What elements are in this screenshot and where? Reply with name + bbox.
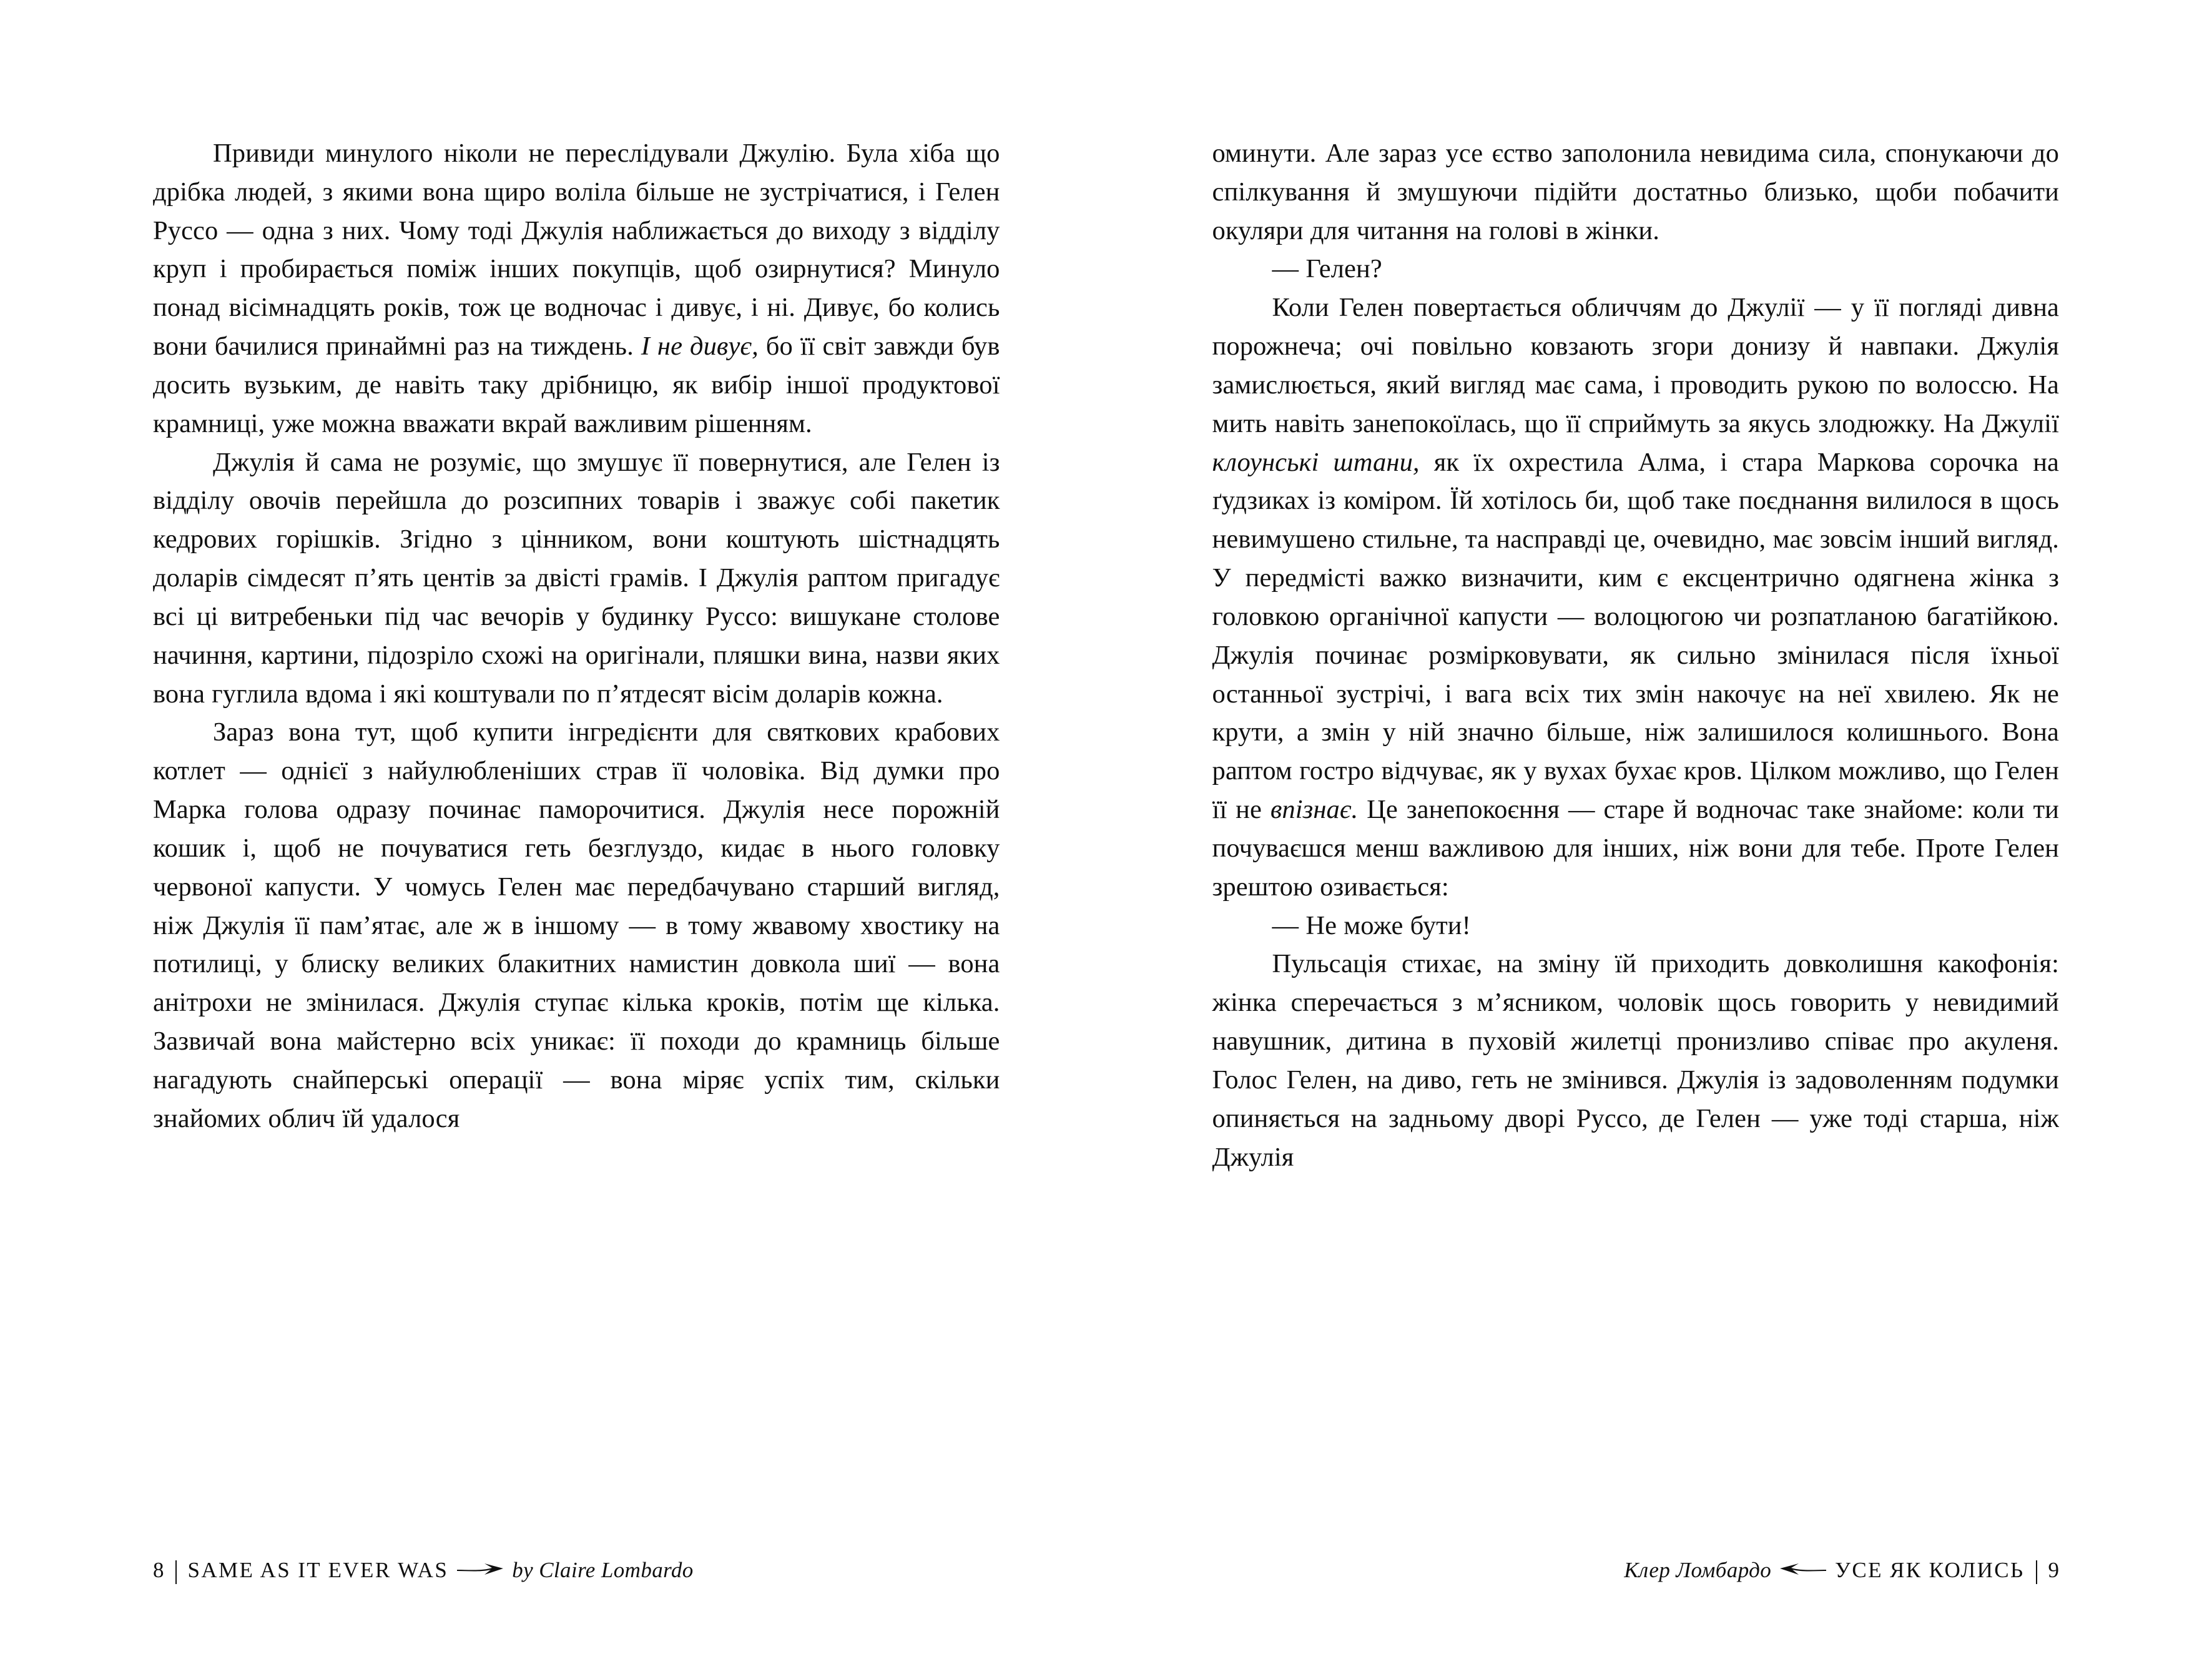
running-head-byline: by Claire Lombardo (512, 1558, 694, 1582)
paragraph: Пульсація стихає, на зміну їй приходить довколишня какофонія: жінка сперечається з м’ясником, чоловік щось говорить у невидимий навушник, дитина в пуховій жилетці пронизливо співає про акуленя. Голос Гелен, на диво, геть не змінився. Джулія із задоволенням подумки опиняється на задньому дворі Руссо, де Гелен — уже тоді старша, ніж Джулія (1212, 949, 2059, 1172)
right-page-textblock (1212, 134, 2060, 1176)
page-number: 8 (153, 1558, 164, 1582)
emphasis-text: впізнає. (1270, 795, 1359, 825)
running-footer-right (1624, 1558, 2059, 1583)
paragraph: Коли Гелен повертається обличчям до Джулії — у її погляді дивна порожнеча; очі повільно ковзають згори донизу й навпаки. Джулія замислюється, який вигляд має сама, і проводить рукою по волоссю. На мить навіть занепокоїлась, що її сприймуть за якусь злодюжку. На Джулії клоунські штани, як їх охрестила Алма, і стара Маркова сорочка на ґудзиках із коміром. Їй хотілось би, щоб таке поєднання вилилося в щось невимушено стильне, та насправді це, очевидно, має зовсім інший вигляд. У передмісті важко визначити, ким є ексцентрично одягнена жінка з головкою органічної капусти — волоцюгою чи розпатланою багатійкою. Джулія починає розмірковувати, як сильно змінилася після їхньої останньої зустрічі, і вага всіх тих змін накочує на неї хвилею. Як не крути, а змін у ній значно більше, ніж залишилося колишнього. Вона раптом гостро відчуває, як у вухах бухає кров. Цілком можливо, що Гелен її не впізнає. Це занепокоєння — старе й водночас таке знайоме: коли ти почуваєшся менш важливою для інших, ніж вони для тебе. Проте Гелен зрештою озивається: (1212, 293, 2060, 902)
left-page-textblock (153, 134, 1000, 1138)
paragraph: — Гелен? (1272, 254, 1382, 284)
paragraph: Привиди минулого ніколи не переслідували Джулію. Була хіба що дрібка людей, з якими вона щиро воліла більше не зустрічатися, і Гелен Руссо — одна з них. Чому тоді Джулія наближається до виходу з відділу круп і пробирається поміж інших покупців, щоб озирнутися? Минуло понад вісімнадцять років, тож це водночас і дивує, і ні. Дивує, бо колись вони бачилися принаймні раз на тиждень. І не дивує, бо її світ завжди був досить вузьким, де навіть таку дрібницю, як вибір іншої продуктової крамниці, уже можна вважати вкрай важливим рішенням. (153, 139, 1000, 438)
page-number: 9 (2048, 1558, 2059, 1582)
paragraph: Джулія й сама не розуміє, що змушує її повернутися, але Гелен із відділу овочів перейшла до розсипних товарів і зважує собі пакетик кедрових горішків. Згідно з цінником, вони коштують шістнадцять доларів сімдесят п’ять центів за двісті грамів. І Джулія раптом пригадує всі ці витребеньки під час вечорів у будинку Руссо: вишукане столове начиння, картини, підозріло схожі на оригінали, пляшки вина, назви яких вона гуглила вдома і які коштували по п’ятдесят вісім доларів кожна. (153, 447, 1000, 709)
footer-divider (175, 1560, 177, 1584)
running-footer-left (153, 1558, 694, 1583)
arrow-right-icon (457, 1562, 503, 1576)
running-head-title: SAME AS IT EVER WAS (187, 1558, 449, 1582)
footer-divider (2036, 1560, 2037, 1584)
paragraph: оминути. Але зараз усе єство заполонила невидима сила, спонукаючи до спілкування й змушуючи підійти достатньо близько, щоби побачити окуляри для читання на голові в жінки. (1212, 139, 2059, 245)
paragraph: Зараз вона тут, щоб купити інгредієнти для святкових крабових котлет — однієї з найулюбленіших страв її чоловіка. Від думки про Марка голова одразу починає паморочитися. Джулія несе порожній кошик і, щоб не почуватися геть безглуздо, кидає в нього головку червоної капусти. У чомусь Гелен має передбачувано старший вигляд, ніж Джулія її пам’ятає, але ж в іншому — в тому жвавому хвостику на потилиці, у блиску великих блакитних намистин довкола шиї — вона анітрохи не змінилася. Джулія ступає кілька кроків, потім ще кілька. Зазвичай вона майстерно всіх уникає: її походи до крамниць більше нагадують снайперські операції — вона міряє успіх тим, скільки знайомих облич їй удалося (153, 717, 1000, 1133)
running-head-author: Клер Ломбардо (1624, 1558, 1772, 1582)
page-right (1106, 0, 2212, 1659)
paragraph: — Не може бути! (1272, 910, 1471, 940)
emphasis-text: клоунські штани, (1212, 447, 1420, 477)
emphasis-text: І не дивує, (641, 332, 759, 362)
running-head-title: УСЕ ЯК КОЛИСЬ (1835, 1558, 2025, 1582)
arrow-left-icon (1780, 1562, 1826, 1576)
